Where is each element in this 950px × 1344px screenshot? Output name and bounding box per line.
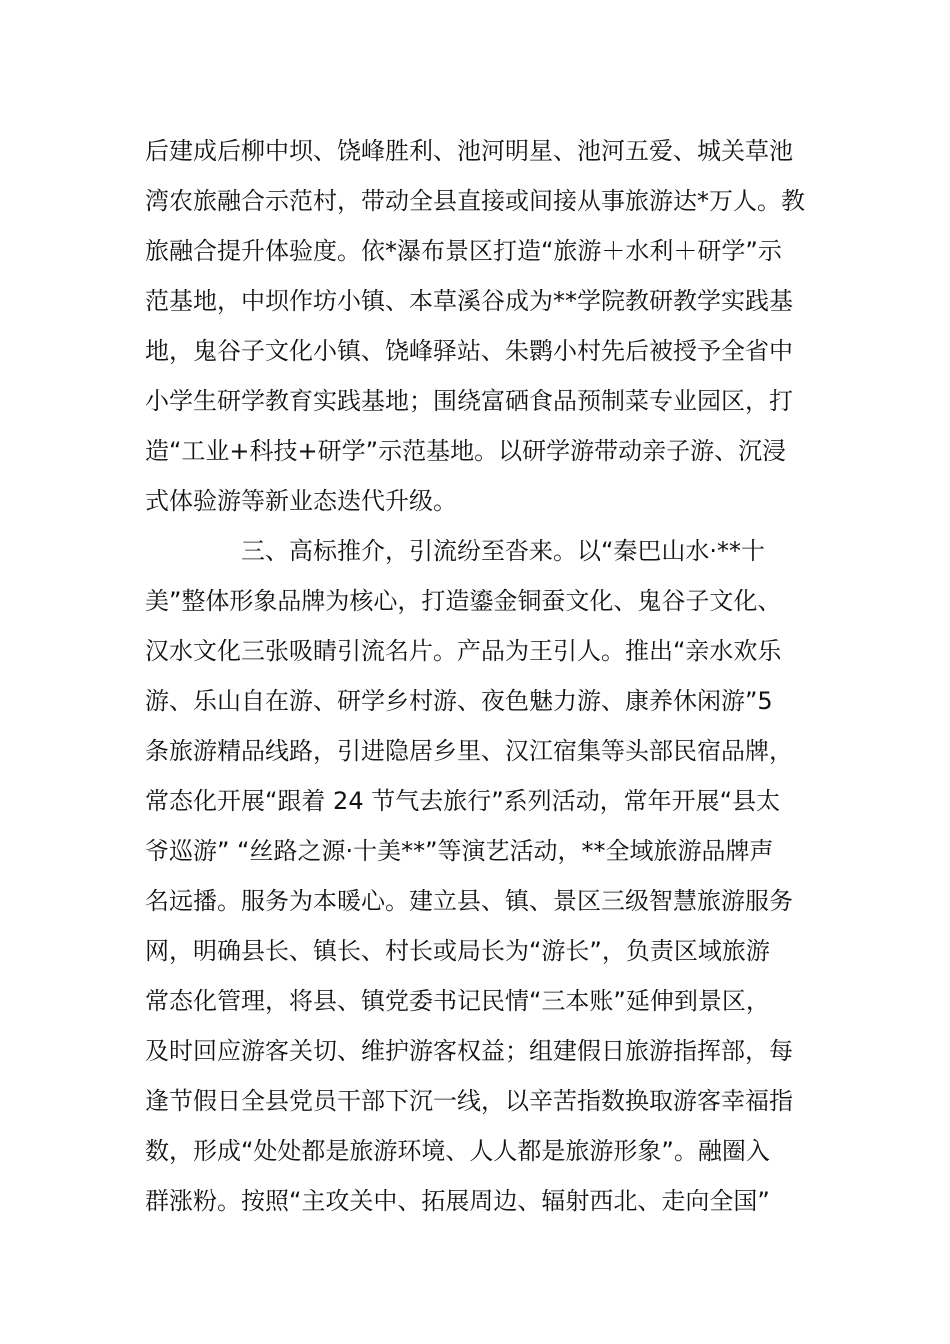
text-line: 名远播。服务为本暖心。建立县、镇、景区三级智慧旅游服务 [145, 887, 793, 915]
section-heading-line: 三、高标推介，引流纷至沓来。以“秦巴山水·**十 [241, 537, 766, 565]
text-line: 及时回应游客关切、维护游客权益；组建假日旅游指挥部，每 [145, 1037, 793, 1065]
text-line: 游、乐山自在游、研学乡村游、夜色魅力游、康养休闲游”5 [145, 687, 773, 715]
text-line: 汉水文化三张吸睛引流名片。产品为王引人。推出“亲水欢乐 [145, 637, 782, 665]
text-line: 美”整体形象品牌为核心，打造鎏金铜蚕文化、鬼谷子文化、 [145, 587, 782, 615]
text-line: 范基地，中坝作坊小镇、本草溪谷成为**学院教研教学实践基 [145, 287, 793, 315]
text-line: 后建成后柳中坝、饶峰胜利、池河明星、池河五爱、城关草池 [145, 137, 793, 165]
text-line: 造“工业+科技+研学”示范基地。以研学游带动亲子游、沉浸 [145, 437, 787, 465]
text-line: 旅融合提升体验度。依*瀑布景区打造“旅游＋水利＋研学”示 [145, 237, 782, 265]
text-line: 小学生研学教育实践基地；围绕富硒食品预制菜专业园区，打 [145, 387, 793, 415]
text-line: 条旅游精品线路，引进隐居乡里、汉江宿集等头部民宿品牌， [145, 737, 793, 765]
text-line: 式体验游等新业态迭代升级。 [145, 487, 457, 515]
body-text [145, 126, 815, 1226]
text-line: 数，形成“处处都是旅游环境、人人都是旅游形象”。融圈入 [145, 1137, 770, 1165]
text-line: 逢节假日全县党员干部下沉一线，以辛苦指数换取游客幸福指 [145, 1087, 793, 1115]
text-line: 爷巡游” “丝路之源·十美**”等演艺活动，**全域旅游品牌声 [145, 837, 774, 865]
text-line: 群涨粉。按照“主攻关中、拓展周边、辐射西北、走向全国” [145, 1187, 770, 1215]
text-line: 常态化管理，将县、镇党委书记民情“三本账”延伸到景区， [145, 987, 770, 1015]
text-line: 常态化开展“跟着 24 节气去旅行”系列活动，常年开展“县太 [145, 787, 781, 815]
text-line: 湾农旅融合示范村，带动全县直接或间接从事旅游达*万人。教 [145, 187, 805, 215]
text-line: 地，鬼谷子文化小镇、饶峰驿站、朱鹮小村先后被授予全省中 [145, 337, 793, 365]
text-line: 网，明确县长、镇长、村长或局长为“游长”，负责区域旅游 [145, 937, 770, 965]
